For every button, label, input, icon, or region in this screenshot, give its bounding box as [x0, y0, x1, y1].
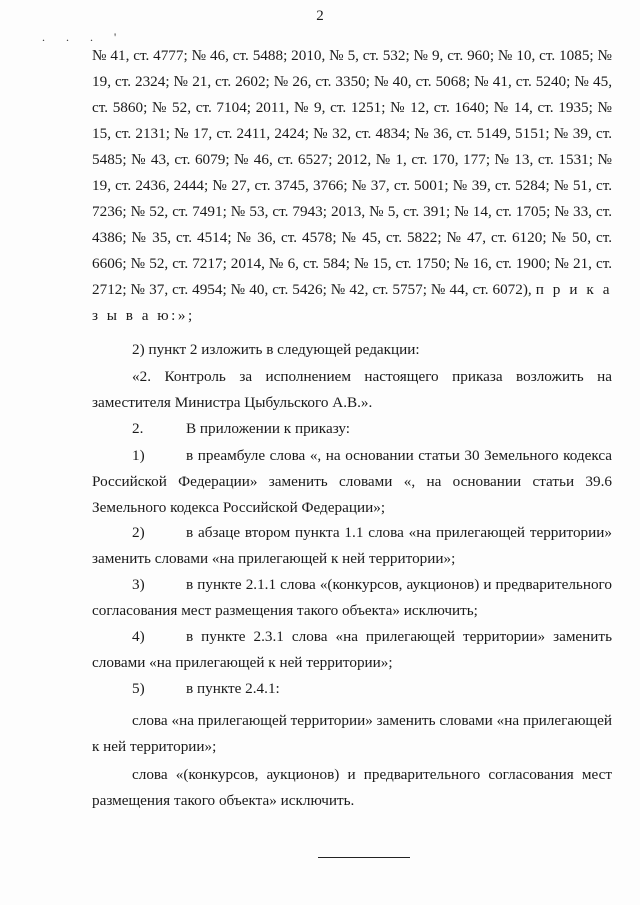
subitem-1 — [92, 443, 612, 521]
subitem-2 — [92, 520, 612, 572]
subitem-5 — [92, 676, 612, 702]
section2-paragraph — [92, 416, 612, 442]
section2-number: 2. — [132, 420, 144, 437]
scan-marks: . . . ' — [42, 30, 126, 44]
subitem-3-text: в пункте 2.1.1 слова «(конкурсов, аукционов) и предварительного согласования мест размещения такого объекта» исключить; — [92, 576, 612, 619]
subitem-1-number: 1) — [132, 447, 145, 464]
subitem-4 — [92, 624, 612, 676]
subitem-5-text: в пункте 2.4.1: — [186, 680, 280, 697]
subitem-3-number: 3) — [132, 576, 145, 593]
end-rule — [318, 857, 410, 858]
section2-text: В приложении к приказу: — [186, 420, 350, 437]
prikazyvayu-word: п р и к а з ы в а ю:»; — [92, 281, 613, 324]
subitem-1-text: в преамбуле слова «, на основании статьи 30 Земельного кодекса Российской Федерации» заменить словами «, на основании статьи 39.6 Земельного кодекса Российской Федерации»; — [92, 447, 612, 516]
subitem-5-clause-b: слова «(конкурсов, аукционов) и предварительного согласования мест размещения такого объекта» исключить. — [92, 766, 612, 809]
page-number: 2 — [316, 8, 324, 24]
subitem-4-text: в пункте 2.3.1 слова «на прилегающей территории» заменить словами «на прилегающей к ней территории»; — [92, 628, 612, 671]
subitem-2-number: 2) — [132, 524, 145, 541]
subitem-2-text: в абзаце втором пункта 1.1 слова «на прилегающей территории» заменить словами «на прилегающей к ней территории»; — [92, 524, 612, 567]
subitem-4-number: 4) — [132, 628, 145, 645]
subitem-5-clause-a: слова «на прилегающей территории» заменить словами «на прилегающей к ней территории»; — [92, 712, 612, 755]
citations-paragraph — [92, 43, 612, 329]
subitem-5-number: 5) — [132, 680, 145, 697]
citations-text: № 41, ст. 4777; № 46, ст. 5488; 2010, № 5, ст. 532; № 9, ст. 960; № 10, ст. 1085; № 19, ст. 2324; № 21, ст. 2602; № 26, ст. 3350; № 40, ст. 5068; № 41, ст. 5240; № 45, ст. 5860; № 52, ст. 7104; 2011, № 9, ст. 1251; № 12, ст. 1640; № 14, ст. 1935; № 15, ст. 2131; № 17, ст. 2411, 2424; № 32, ст. 4834; № 36, ст. 5149, 5151; № 39, ст. 5485; № 43, ст. 6079; № 46, ст. 6527; 2012, № 1, ст. 170, 177; № 13, ст. 1531; № 19, ст. 2436, 2444; № 27, ст. 3745, 3766; № 37, ст. 5001; № 39, ст. 5284; № 51, ст. 7236; № 52, ст. 7491; № 53, ст. 7943; 2013, № 5, ст. 391; № 14, ст. 1705; № 33, ст. 4386; № 35, ст. 4514; № 36, ст. 4578; № 45, ст. 5822; № 47, ст. 6120; № 50, ст. 6606; № 52, ст. 7217; 2014, № 6, ст. 584; № 15, ст. 1750; № 16, ст. 1900; № 21, ст. 2712; № 37, ст. 4954; № 40, ст. 5426; № 42, ст. 5757; № 44, ст. 6072), — [92, 47, 612, 298]
item2-quote: «2. Контроль за исполнением настоящего приказа возложить на заместителя Министра Цыбульского А.В.». — [92, 368, 612, 411]
item2-heading: 2) пункт 2 изложить в следующей редакции: — [132, 341, 420, 358]
subitem-3 — [92, 572, 612, 624]
